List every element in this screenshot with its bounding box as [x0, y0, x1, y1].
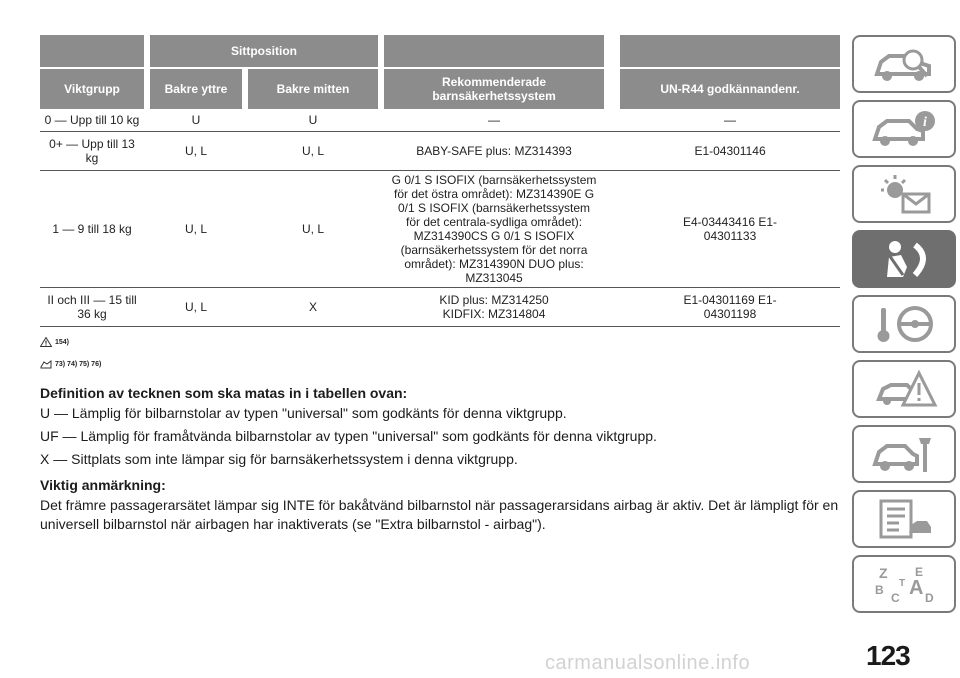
table-row: [40, 132, 840, 171]
cell-weight: 1 — 9 till 18 kg: [40, 171, 144, 288]
cell-middle: U: [248, 109, 378, 132]
svg-text:A: A: [909, 577, 924, 599]
warning-triangle-icon: [869, 367, 939, 411]
header-blank: [40, 35, 144, 68]
car-search-icon: [869, 42, 939, 86]
cell-outer: U, L: [150, 171, 242, 288]
cell-outer: U, L: [150, 132, 242, 171]
header-blank: [384, 35, 604, 68]
key-steering-icon: [869, 302, 939, 346]
caution-reference: [40, 355, 840, 373]
svg-text:Z: Z: [879, 565, 888, 581]
cell-middle: U, L: [248, 171, 378, 288]
page-number: 123: [866, 640, 910, 671]
definition-x: X — Sittplats som inte lämpar sig för barnsäkerhetssystem i denna viktgrupp.: [40, 451, 518, 467]
cell-recommended: BABY-SAFE plus: MZ314393: [384, 132, 604, 171]
page-content: [40, 35, 840, 538]
chapter-sidebar: [852, 35, 956, 620]
car-info-icon: [869, 107, 939, 151]
chapter-tab-car-info[interactable]: [852, 100, 956, 158]
definition-u: U — Lämplig för bilbarnstolar av typen "universal" som godkänts för denna viktgrupp.: [40, 405, 567, 421]
chapter-tab-checklist[interactable]: [852, 490, 956, 548]
seatbelt-airbag-icon: [869, 237, 939, 281]
svg-text:C: C: [891, 591, 900, 605]
chapter-tab-car-tools[interactable]: [852, 425, 956, 483]
cell-weight: 0+ — Upp till 13 kg: [40, 132, 144, 171]
note-heading: Viktig anmärkning:: [40, 477, 166, 493]
cell-outer: U: [150, 109, 242, 132]
header-weight-group: Viktgrupp: [40, 68, 144, 109]
cell-recommended: G 0/1 S ISOFIX (barnsäkerhetssystem för det östra området): MZ314390E G 0/1 S ISOFIX (barnsäkerhetssystem för det centrala-sydliga området): MZ314390CS G 0/1 S ISOFIX (barnsäkerhetssystem för det norra området): MZ314390N DUO plus: MZ313045: [384, 171, 604, 288]
chapter-tab-index[interactable]: [852, 555, 956, 613]
header-approval-number: UN-R44 godkännandenr.: [620, 68, 840, 109]
chapter-tab-lights-message[interactable]: [852, 165, 956, 223]
definitions-heading: Definition av tecknen som ska matas in i tabellen ovan:: [40, 385, 408, 401]
chapter-tab-safety[interactable]: [852, 230, 956, 288]
svg-text:i: i: [923, 115, 927, 130]
cell-approval: E1-04301169 E1-04301198: [620, 288, 840, 327]
chapter-tab-warning[interactable]: [852, 360, 956, 418]
table-row: [40, 109, 840, 132]
table-row: [40, 288, 840, 327]
svg-text:T: T: [899, 578, 906, 589]
warning-reference: [40, 333, 840, 351]
checklist-car-icon: [869, 497, 939, 541]
seat-compatibility-table: [40, 35, 840, 327]
cell-weight: II och III — 15 till 36 kg: [40, 288, 144, 327]
note-text: Det främre passagerarsätet lämpar sig INTE för bakåtvänd bilbarnstol när passagerarsidans airbag är aktiv. Det är lämpligt för en universell bilbarnstol när airbagen har inaktiverats (se "Extra bilbarnstol - airbag").: [40, 497, 839, 532]
chapter-tab-car-search[interactable]: [852, 35, 956, 93]
cell-recommended: KID plus: MZ314250 KIDFIX: MZ314804: [384, 288, 604, 327]
cell-approval: E4-03443416 E1-04301133: [620, 171, 840, 288]
header-blank: [620, 35, 840, 68]
watermark: carmanualsonline.info: [545, 652, 751, 674]
cell-outer: U, L: [150, 288, 242, 327]
cell-recommended: —: [384, 109, 604, 132]
lights-message-icon: [869, 172, 939, 216]
header-recommended-systems: Rekommenderade barnsäkerhetssystem: [384, 68, 604, 109]
cell-middle: X: [248, 288, 378, 327]
definition-uf: UF — Lämplig för framåtvända bilbarnstolar av typen "universal" som godkänts för denna viktgrupp.: [40, 428, 657, 444]
group-header-seat-position: Sittposition: [150, 35, 378, 68]
svg-text:D: D: [925, 591, 934, 605]
svg-text:E: E: [915, 565, 924, 579]
alphabet-index-icon: [869, 562, 939, 606]
cell-middle: U, L: [248, 132, 378, 171]
warning-reference-text: 154): [55, 338, 70, 346]
chapter-tab-key-steering[interactable]: [852, 295, 956, 353]
caution-reference-text: 73) 74) 75) 76): [55, 360, 102, 368]
car-tools-icon: [869, 432, 939, 476]
table-row: [40, 171, 840, 288]
cell-approval: E1-04301146: [620, 132, 840, 171]
warning-triangle-icon: [40, 337, 52, 347]
caution-hand-icon: [40, 359, 52, 369]
header-rear-outer: Bakre yttre: [150, 68, 242, 109]
cell-approval: —: [620, 109, 840, 132]
cell-weight: 0 — Upp till 10 kg: [40, 109, 144, 132]
header-rear-middle: Bakre mitten: [248, 68, 378, 109]
svg-text:B: B: [875, 583, 884, 597]
